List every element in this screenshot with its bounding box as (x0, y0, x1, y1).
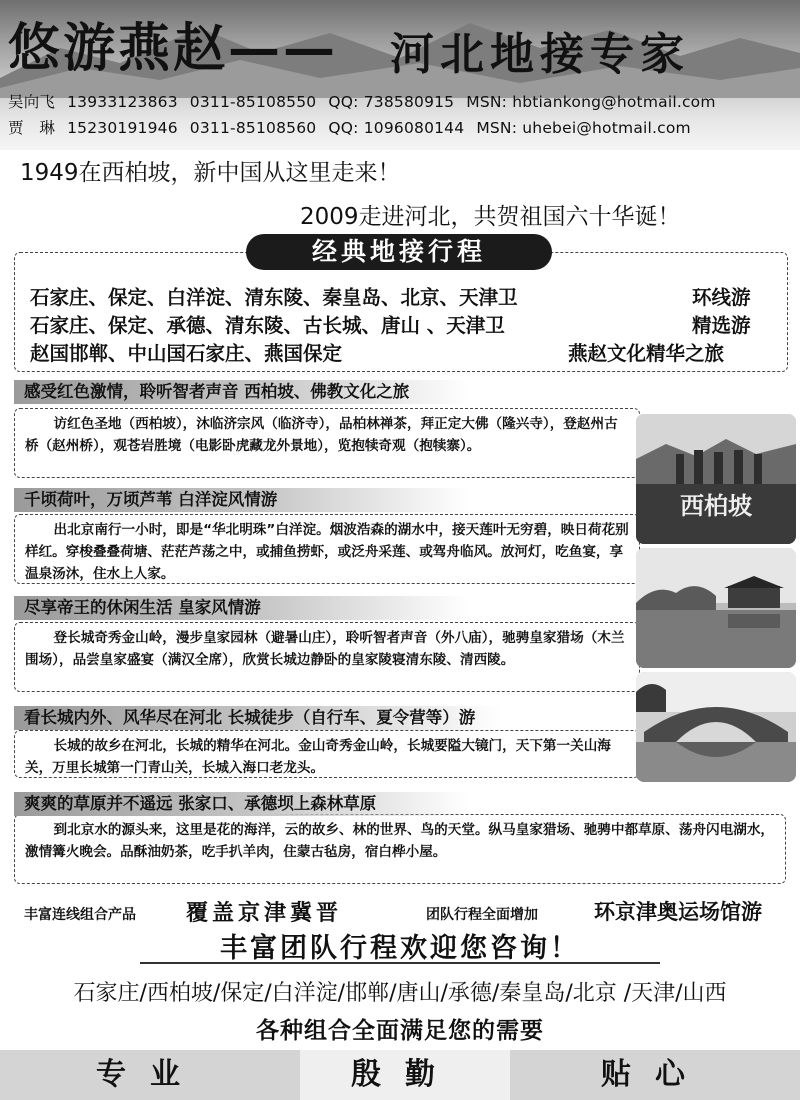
tour-box (14, 730, 640, 778)
contact-qq: QQ: 1096080144 (328, 119, 465, 137)
tour-box (14, 514, 640, 584)
route-cities: 赵国邯郸、中山国石家庄、燕国保定 (30, 342, 343, 365)
route-line (30, 338, 725, 366)
tour-description: 登长城奇秀金山岭，漫步皇家园林（避暑山庄），聆听智者声音（外八庙），驰骋皇家猎场（木兰围场），品尝皇家盛宴（满汉全席），欣赏长城边静卧的皇家陵寝清东陵、清西陵。 (25, 630, 625, 668)
contact-row (8, 90, 728, 112)
contact-row (8, 116, 703, 138)
contact-name: 贾 琳 (8, 119, 56, 137)
city-list: 石家庄/西柏坡/保定/白洋淀/邯郸/唐山/承德/秦皇岛/北京 /天津/山西 (73, 981, 727, 1006)
route-cities: 石家庄、保定、承德、清东陵、古长城、唐山 、天津卫 (30, 314, 505, 337)
photo-xibaipo (636, 414, 796, 544)
photo-caption: 西柏坡 (680, 491, 752, 520)
needs-slogan: 各种组合全面满足您的需要 (256, 1017, 544, 1044)
contact-phone: 0311-85108550 (189, 93, 317, 111)
tour-title: 尽享帝王的休闲生活 皇家风情游 (14, 596, 584, 620)
photo-stone-bridge (636, 672, 796, 782)
brand-name: 悠游燕赵—— (8, 18, 339, 79)
tour-description: 出北京南行一小时，即是“华北明珠”白洋淀。烟波浩森的湖水中，接天莲叶无穷碧，映日荷花别样红。穿梭叠叠荷塘、茫茫芦荡之中，或捕鱼捞虾，或泛舟采莲、或驾舟临风。放河灯，吃鱼宴，享温泉汤沐，住水上人家。 (25, 522, 629, 582)
tour-title: 看长城内外、风华尽在河北 长城徒步（自行车、夏令营等）游 (14, 706, 624, 730)
tour-box (14, 622, 640, 692)
contact-phone: 0311-85108560 (189, 119, 317, 137)
contact-qq: QQ: 738580915 (328, 93, 455, 111)
contact-msn: MSN: hbtiankong@hotmail.com (466, 93, 716, 111)
welcome-banner: 丰富团队行程欢迎您咨询！ (220, 933, 580, 964)
tour-title: 感受红色激情，聆听智者声音 西柏坡、佛教文化之旅 (14, 380, 584, 404)
promo-olympic: 环京津奥运场馆游 (594, 900, 762, 924)
slogan-2009: 2009走进河北，共贺祖国六十华诞！ (300, 204, 681, 230)
footer-bar (0, 1050, 800, 1100)
contact-mobile: 15230191946 (67, 119, 178, 137)
slogan-1949: 1949在西柏坡，新中国从这里走来！ (20, 160, 401, 186)
header-banner (0, 0, 800, 150)
contact-mobile: 13933123863 (67, 93, 178, 111)
footer-professional: 专业 (96, 1057, 204, 1092)
promo-coverage: 覆盖京津冀晋 (186, 900, 343, 926)
route-tag: 环线游 (692, 286, 751, 309)
promo-products: 丰富连线组合产品 (24, 907, 136, 923)
brand-tagline: 河北地接专家 (390, 29, 690, 80)
tour-title: 千顷荷叶，万顷芦苇 白洋淀风情游 (14, 488, 584, 512)
route-cities: 石家庄、保定、白洋淀、清东陵、秦皇岛、北京、天津卫 (30, 286, 518, 309)
tour-description: 到北京水的源头来，这里是花的海洋，云的故乡、林的世界、鸟的天堂。纵马皇家猎场、驰骋中都草原、荡舟闪电湖水，激情篝火晚会。品酥油奶茶，吃手扒羊肉，住蒙古毡房，宿白桦小屋。 (25, 822, 775, 860)
tour-description: 访红色圣地（西柏坡），沐临济宗风（临济寺），品柏林禅茶，拜正定大佛（隆兴寺），登赵州古桥（赵州桥），观苍岩胜境（电影卧虎藏龙外景地），览抱犊奇观（抱犊寨）。 (25, 416, 618, 454)
footer-attentive: 殷勤 (300, 1050, 510, 1100)
route-line (30, 310, 751, 338)
contact-msn: MSN: uhebei@hotmail.com (476, 119, 691, 137)
promo-team: 团队行程全面增加 (426, 907, 538, 923)
route-tag: 精选游 (692, 314, 751, 337)
route-tag: 燕赵文化精华之旅 (568, 342, 725, 365)
classic-routes-title: 经典地接行程 (246, 234, 552, 270)
tour-title: 爽爽的草原并不遥远 张家口、承德坝上森林草原 (14, 792, 584, 816)
contact-name: 吴向飞 (8, 93, 56, 111)
tour-box (14, 814, 786, 884)
tour-box (14, 408, 640, 478)
photo-lake-pavilion (636, 548, 796, 668)
divider (140, 962, 660, 964)
tour-description: 长城的故乡在河北，长城的精华在河北。金山奇秀金山岭，长城要隘大镜门，天下第一关山海关，万里长城第一门青山关，长城入海口老龙头。 (25, 738, 611, 776)
footer-caring: 贴心 (601, 1057, 709, 1092)
route-line (30, 282, 751, 310)
